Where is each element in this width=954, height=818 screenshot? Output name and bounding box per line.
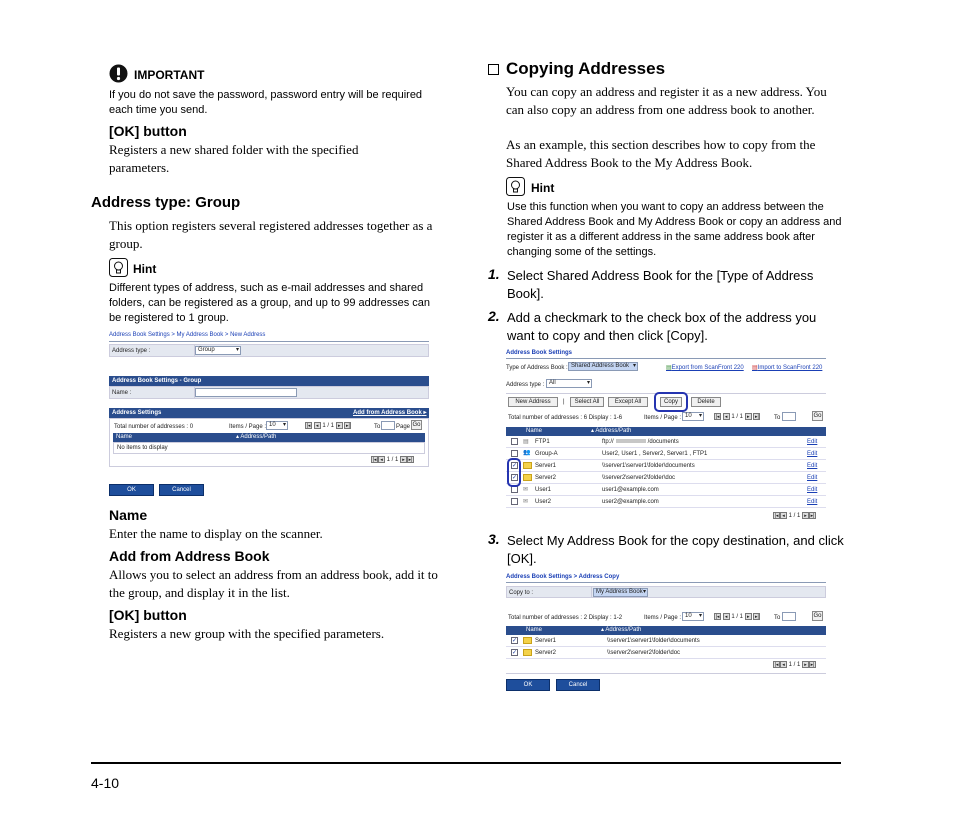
table-row[interactable]: ✓ Server2 \\server2\server2\folder\doc xyxy=(506,647,826,659)
checkbox-highlight-ring xyxy=(507,458,521,487)
row-checkbox[interactable] xyxy=(511,486,518,493)
pagination-bottom[interactable]: |◂ ◂ 1 / 1 ▸ ▸| xyxy=(372,457,413,464)
mail-icon: ✉ xyxy=(523,487,529,493)
footer-rule xyxy=(91,762,841,764)
add-from-heading: Add from Address Book xyxy=(109,548,270,564)
row-checkbox[interactable] xyxy=(511,498,518,505)
address-type-select[interactable]: Group ▾ xyxy=(195,346,241,355)
pagination-bottom-3[interactable]: |◂ ◂ 1 / 1 ▸ ▸| xyxy=(774,662,815,669)
table-row[interactable]: ✓ Server1 \\server1\server1\folder\documents xyxy=(506,635,826,647)
edit-link[interactable]: Edit xyxy=(807,451,818,457)
group-settings-screenshot: Address Book Settings > My Address Book > New Address Address type : Group ▾ Address Book Settings - Group Name : Address Settings Add from Address Book ▸ Total number of addresses : 0 Items / Page : 10 ▾ |◂ ◂ 1 / 1 ▸ ▸| To Page Go Name ▴ Address/Path No items to display |◂ ◂ 1 / 1 ▸ ▸| OK Cancel xyxy=(109,331,429,501)
screen-title: Address Book Settings xyxy=(506,350,573,356)
folder-icon xyxy=(523,649,532,656)
folder-icon xyxy=(523,474,532,481)
empty-list-message: No items to display xyxy=(113,442,425,454)
new-address-button[interactable]: New Address xyxy=(508,397,558,407)
row-checkbox-checked[interactable]: ✓ xyxy=(512,463,518,469)
mail-icon: ✉ xyxy=(523,499,529,505)
row-checkbox[interactable] xyxy=(511,438,518,445)
step-3-text: Select My Address Book for the copy destination, and click [OK]. xyxy=(507,533,844,566)
page-input-3[interactable] xyxy=(782,612,796,621)
address-copy-screenshot: Address Book Settings > Address Copy Copy to : My Address Book ▾ Total number of addresses : 2 Display : 1-2 Items / Page : 10 ▾ |◂ ◂ 1 / 1 ▸ ▸| To Go Name ▴ Address/Path ✓ Server1 \\server1\server1\folder\documents ✓ Server2 \\server2\server2\folder\doc |◂ ◂ 1 / 1 ▸ ▸| OK Cancel xyxy=(506,572,826,694)
select-all-button[interactable]: Select All xyxy=(570,397,604,407)
important-title: IMPORTANT xyxy=(134,68,205,82)
important-text: If you do not save the password, password entry will be required each time you send. xyxy=(109,89,423,116)
breadcrumb[interactable]: Address Book Settings > My Address Book > New Address xyxy=(109,332,266,338)
go-button-3[interactable]: Go xyxy=(813,613,822,619)
table-row[interactable]: ✉ User2 user2@example.com Edit xyxy=(506,496,826,508)
go-button[interactable]: Go xyxy=(412,422,421,428)
items-per-page-select-2[interactable]: 10 ▾ xyxy=(682,412,704,421)
items-per-page-select-3[interactable]: 10 ▾ xyxy=(682,612,704,621)
table-row[interactable]: ✉ User1 user1@example.com Edit xyxy=(506,484,826,496)
edit-link[interactable]: Edit xyxy=(807,487,818,493)
name-description: Enter the name to display on the scanner. xyxy=(109,526,323,541)
cancel-button-2[interactable]: Cancel xyxy=(556,679,600,691)
hint-text: Different types of address, such as e-mail addresses and shared folders, can be registered as a group, and up to 99 addresses can be registered to 1 group. xyxy=(109,282,431,324)
pagination[interactable]: |◂ ◂ 1 / 1 ▸ ▸| xyxy=(306,423,350,430)
row-checkbox[interactable] xyxy=(511,450,518,457)
row-checkbox-checked[interactable]: ✓ xyxy=(512,638,518,644)
page-number: 4-10 xyxy=(91,775,120,791)
step-1-text: Select Shared Address Book for the [Type of Address Book]. xyxy=(507,268,814,301)
folder-icon xyxy=(523,637,532,644)
ok-button-heading-2: [OK] button xyxy=(109,607,187,623)
step-2-number: 2. xyxy=(488,308,500,324)
pagination-2[interactable]: |◂ ◂ 1 / 1 ▸ ▸| xyxy=(715,414,759,421)
section-box-icon xyxy=(488,64,499,75)
folder-icon xyxy=(523,462,532,469)
delete-button[interactable]: Delete xyxy=(691,397,721,407)
hint-icon-2 xyxy=(506,177,525,201)
group-description: This option registers several registered addresses together as a group. xyxy=(109,218,433,251)
edit-link[interactable]: Edit xyxy=(807,499,818,505)
except-all-button[interactable]: Except All xyxy=(608,397,648,407)
ok-button-heading: [OK] button xyxy=(109,123,187,139)
table-row[interactable]: ✓ Server2 \\server2\server2\folder\doc Edit xyxy=(506,472,826,484)
ok-button-2[interactable]: OK xyxy=(506,679,550,691)
page-input[interactable] xyxy=(381,421,395,430)
address-type-select-2[interactable]: All ▾ xyxy=(546,379,592,388)
row-checkbox-checked[interactable]: ✓ xyxy=(512,475,518,481)
hint-title-2: Hint xyxy=(531,181,555,195)
export-link[interactable]: ▤Export from ScanFront 220 xyxy=(666,365,744,371)
ok-button-description-2: Registers a new group with the specified parameters. xyxy=(109,626,385,641)
pagination-bottom-2[interactable]: |◂ ◂ 1 / 1 ▸ ▸| xyxy=(774,513,815,520)
edit-link[interactable]: Edit xyxy=(807,439,818,445)
hint-title: Hint xyxy=(133,262,157,276)
add-from-address-book-link[interactable]: Add from Address Book ▸ xyxy=(353,410,427,416)
name-input[interactable] xyxy=(195,388,297,397)
cancel-button[interactable]: Cancel xyxy=(159,484,204,496)
step-3-number: 3. xyxy=(488,531,500,547)
intro-paragraph-1: You can copy an address and register it as a new address. You can also copy an address from one address book to another. xyxy=(506,84,827,117)
edit-link[interactable]: Edit xyxy=(807,463,818,469)
table-row[interactable]: ✓ Server1 \\server1\server1\folder\documents Edit xyxy=(506,460,826,472)
ok-button[interactable]: OK xyxy=(109,484,154,496)
hint-text-2: Use this function when you want to copy an address between the Shared Address Book and My Address Book or copy an address and register it as a different address in the same address book after changing some of the settings. xyxy=(507,201,842,258)
important-icon xyxy=(109,64,129,84)
screen-title-2: Address Book Settings > Address Copy xyxy=(506,574,620,580)
step-2-text: Add a checkmark to the check box of the address you want to copy and then click [Copy]. xyxy=(507,310,817,343)
table-row[interactable]: 👥 Group-A User2, User1 , Server2, Server1 , FTP1 Edit xyxy=(506,448,826,460)
edit-link[interactable]: Edit xyxy=(807,475,818,481)
hint-icon xyxy=(109,258,128,282)
page-input-2[interactable] xyxy=(782,412,796,421)
ok-button-description: Registers a new shared folder with the specified parameters. xyxy=(109,142,359,175)
address-book-screenshot: Address Book Settings Type of Address Book : Shared Address Book ▾ ▤Export from ScanFront 220 ▤Import to ScanFront 220 Address type : All ▾ New Address | Select All Except All Copy Delete Total number of addresses : 6 Display : 1-6 Items / Page : 10 ▾ |◂ ◂ 1 / 1 ▸ ▸| To Go Name ▴ Address/Path ▤ FTP1 ftp:// /documents Edit 👥 Group-A User2, User1 , Server2, Server1 , FTP1 Edit ✓ Server1 \\server1\server1\folder\documents Edit ✓ Server2 \\server2\server2\folder\doc Edit ✉ User1 user1@example.com Edit ✉ User2 user2@example.com Edit |◂ ◂ 1 / 1 ▸ ▸| xyxy=(506,348,826,524)
copy-button[interactable]: Copy xyxy=(660,397,682,407)
name-heading: Name xyxy=(109,507,148,523)
row-checkbox-checked[interactable]: ✓ xyxy=(512,650,518,656)
intro-paragraph-2: As an example, this section describes how to copy from the Shared Address Book to the My Address Book. xyxy=(506,137,816,170)
copy-to-select[interactable]: My Address Book ▾ xyxy=(593,588,648,597)
add-from-description: Allows you to select an address from an address book, add it to the group, and display it in the list. xyxy=(109,567,438,600)
pagination-3[interactable]: |◂ ◂ 1 / 1 ▸ ▸| xyxy=(715,614,759,621)
items-per-page-select[interactable]: 10 ▾ xyxy=(266,421,288,430)
go-button-2[interactable]: Go xyxy=(813,413,822,419)
group-section-heading: Address type: Group xyxy=(91,194,241,211)
group-icon: 👥 xyxy=(523,450,531,456)
step-1-number: 1. xyxy=(488,266,500,282)
import-link[interactable]: ▤Import to ScanFront 220 xyxy=(752,365,823,371)
table-row[interactable]: ▤ FTP1 ftp:// /documents Edit xyxy=(506,436,826,448)
section-heading: Copying Addresses xyxy=(506,59,666,78)
type-of-address-book-select[interactable]: Shared Address Book ▾ xyxy=(568,362,638,371)
